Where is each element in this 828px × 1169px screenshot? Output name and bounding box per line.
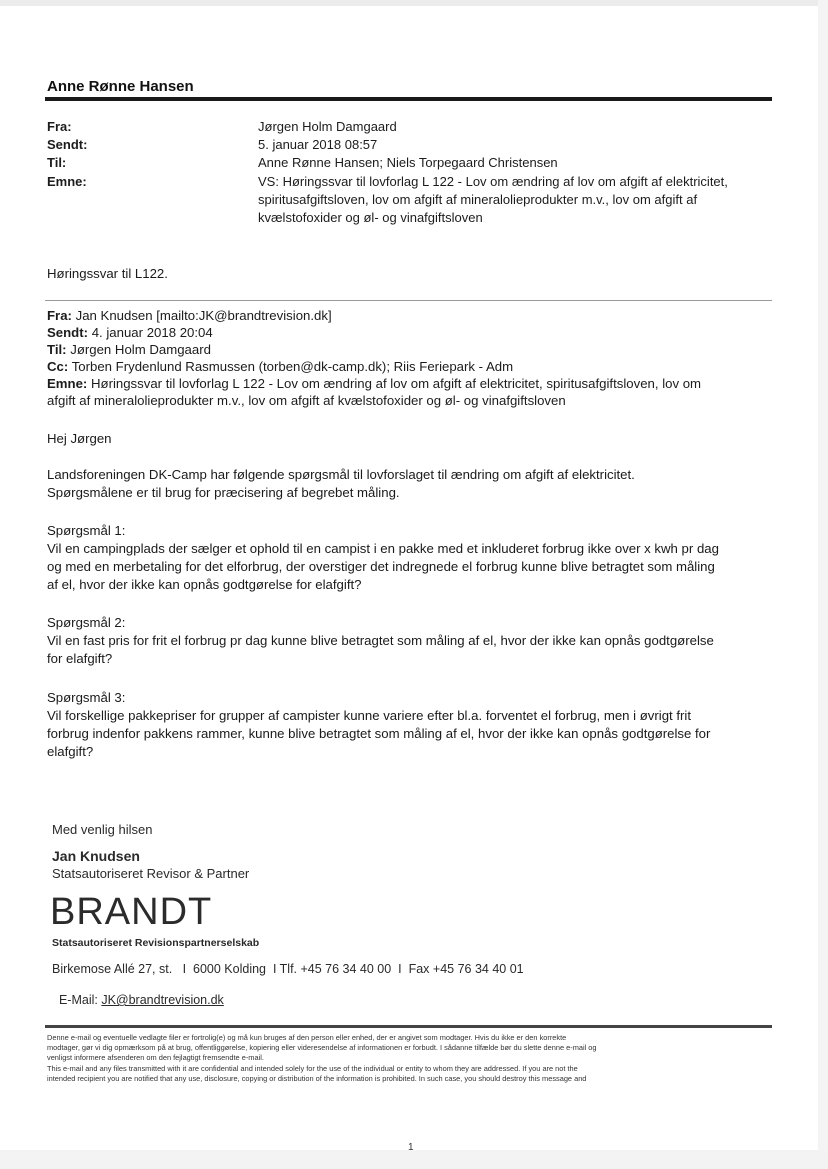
signature-name: Jan Knudsen (52, 848, 140, 864)
scan-edge-top (0, 0, 828, 6)
question-3-line-1: Vil forskellige pakkepriser for grupper af campister kunne variere efter bl.a. forventet el forbrug, men i øvrigt frit (47, 708, 692, 723)
signature-title: Statsautoriseret Revisor & Partner (52, 866, 250, 881)
question-1-line-2: og med en merbetaling for det elforbrug, der overstiger det indregnede el forbrug kunne blive betragtet som måling (47, 559, 715, 574)
forwarded-subject (47, 375, 782, 392)
disclaimer-da-line-2: modtager, gør vi dig opmærksom på at brug, offentliggørelse, kopiering eller videresendelse af informationen er forbudt. I sådanne tilfælde bør du slette denne e-mail og (47, 1043, 597, 1052)
forwarded-from (47, 307, 782, 324)
to-value: Anne Rønne Hansen; Niels Torpegaard Christensen (258, 155, 558, 170)
subject-label: Emne: (47, 174, 87, 189)
question-3-line-3: elafgift? (47, 744, 94, 759)
forwarded-to (47, 341, 782, 358)
recipient-name-header: Anne Rønne Hansen (47, 78, 194, 95)
question-1-title: Spørgsmål 1: (47, 523, 126, 538)
closing: Med venlig hilsen (52, 822, 153, 837)
scan-edge-right (818, 0, 828, 1169)
question-1-line-1: Vil en campingplads der sælger et ophold til en campist i en pakke med et inkluderet forbrug ikke over x kwh pr dag (47, 541, 719, 556)
subject-line-2: spiritusafgiftsloven, lov om afgift af mineralolieprodukter m.v., lov om afgift af (258, 192, 698, 207)
question-1-line-3: af el, hvor der ikke kan opnås godtgørelse for elafgift? (47, 577, 362, 592)
to-label: Til: (47, 155, 67, 170)
sent-value: 5. januar 2018 08:57 (258, 137, 378, 152)
greeting: Hej Jørgen (47, 431, 112, 446)
question-3-line-2: forbrug indenfor pakkens rammer, kunne blive betragtet som måling af el, hvor der ikke kan opnås godtgørelse for (47, 726, 711, 741)
sent-label: Sendt: (47, 137, 88, 152)
question-2-line-2: for elafgift? (47, 651, 113, 666)
forwarded-from-value: Jan Knudsen [mailto:JK@brandtrevision.dk] (75, 308, 332, 323)
disclaimer-en-line-1: This e-mail and any files transmitted with it are confidential and intended solely for the use of the individual or entity to whom they are addressed. If you are not the (47, 1064, 578, 1073)
company-address: Birkemose Allé 27, st. I 6000 Kolding I Tlf. +45 76 34 40 00 I Fax +45 76 34 40 01 (52, 962, 524, 976)
disclaimer-da-line-1: Denne e-mail og eventuelle vedlagte filer er fortrolig(e) og må kun bruges af den person eller enhed, der er angivet som modtager. Hvis du ikke er den korrekte (47, 1033, 567, 1042)
page-number: 1 (408, 1142, 414, 1153)
forwarded-subject-label: Emne: (47, 376, 88, 391)
subject-line-1: VS: Høringssvar til lovforlag L 122 - Lov om ændring af lov om afgift af elektricitet, (258, 174, 728, 189)
forwarded-sent-value: 4. januar 2018 20:04 (91, 325, 213, 340)
forwarded-from-label: Fra: (47, 308, 72, 323)
question-2-title: Spørgsmål 2: (47, 615, 126, 630)
forwarded-sent (47, 324, 782, 341)
paragraph-1-line-2: Spørgsmålene er til brug for præcisering af begrebet måling. (47, 485, 400, 500)
forwarded-cc-value: Torben Frydenlund Rasmussen (torben@dk-camp.dk); Riis Feriepark - Adm (71, 359, 514, 374)
forward-divider (45, 300, 772, 301)
subject-line-3: kvælstofoxider og øl- og vinafgiftsloven (258, 210, 483, 225)
company-name: Statsautoriseret Revisionspartnerselskab (52, 937, 260, 949)
email-line (52, 979, 224, 1007)
email-label: E-Mail: (58, 993, 102, 1007)
forwarded-cc-label: Cc: (47, 359, 69, 374)
forwarded-cc (47, 358, 782, 375)
scan-edge-bottom (0, 1150, 828, 1169)
question-2-line-1: Vil en fast pris for frit el forbrug pr dag kunne blive betragtet som måling af el, hvor der ikke kan opnås godtgørelse (47, 633, 714, 648)
forwarded-subject-line-1: Høringssvar til lovforlag L 122 - Lov om ændring af lov om afgift af elektricitet, spiritusafgiftsloven, lov om (90, 376, 702, 391)
email-link[interactable]: JK@brandtrevision.dk (101, 993, 224, 1007)
forwarded-to-label: Til: (47, 342, 67, 357)
header-divider (45, 97, 772, 101)
disclaimer-en-line-2: intended recipient you are notified that any use, disclosure, copying or distribution of the information is prohibited. In such case, you should destroy this message and (47, 1074, 587, 1083)
disclaimer-da-line-3: venligst informere afsenderen om den fejlagtigt fremsendte e-mail. (47, 1053, 264, 1062)
intro-text: Høringssvar til L122. (47, 266, 168, 281)
footer-divider (45, 1025, 772, 1028)
forwarded-subject-line-2: afgift af mineralolieprodukter m.v., lov om afgift af kvælstofoxider og øl- og vinafgiftsloven (47, 393, 566, 408)
brandt-logo: BRANDT (50, 891, 213, 933)
from-label: Fra: (47, 119, 72, 134)
forwarded-to-value: Jørgen Holm Damgaard (70, 342, 211, 357)
question-3-title: Spørgsmål 3: (47, 690, 126, 705)
paragraph-1-line-1: Landsforeningen DK-Camp har følgende spørgsmål til lovforslaget til ændring om afgift af elektricitet. (47, 467, 635, 482)
from-value: Jørgen Holm Damgaard (258, 119, 397, 134)
forwarded-sent-label: Sendt: (47, 325, 89, 340)
